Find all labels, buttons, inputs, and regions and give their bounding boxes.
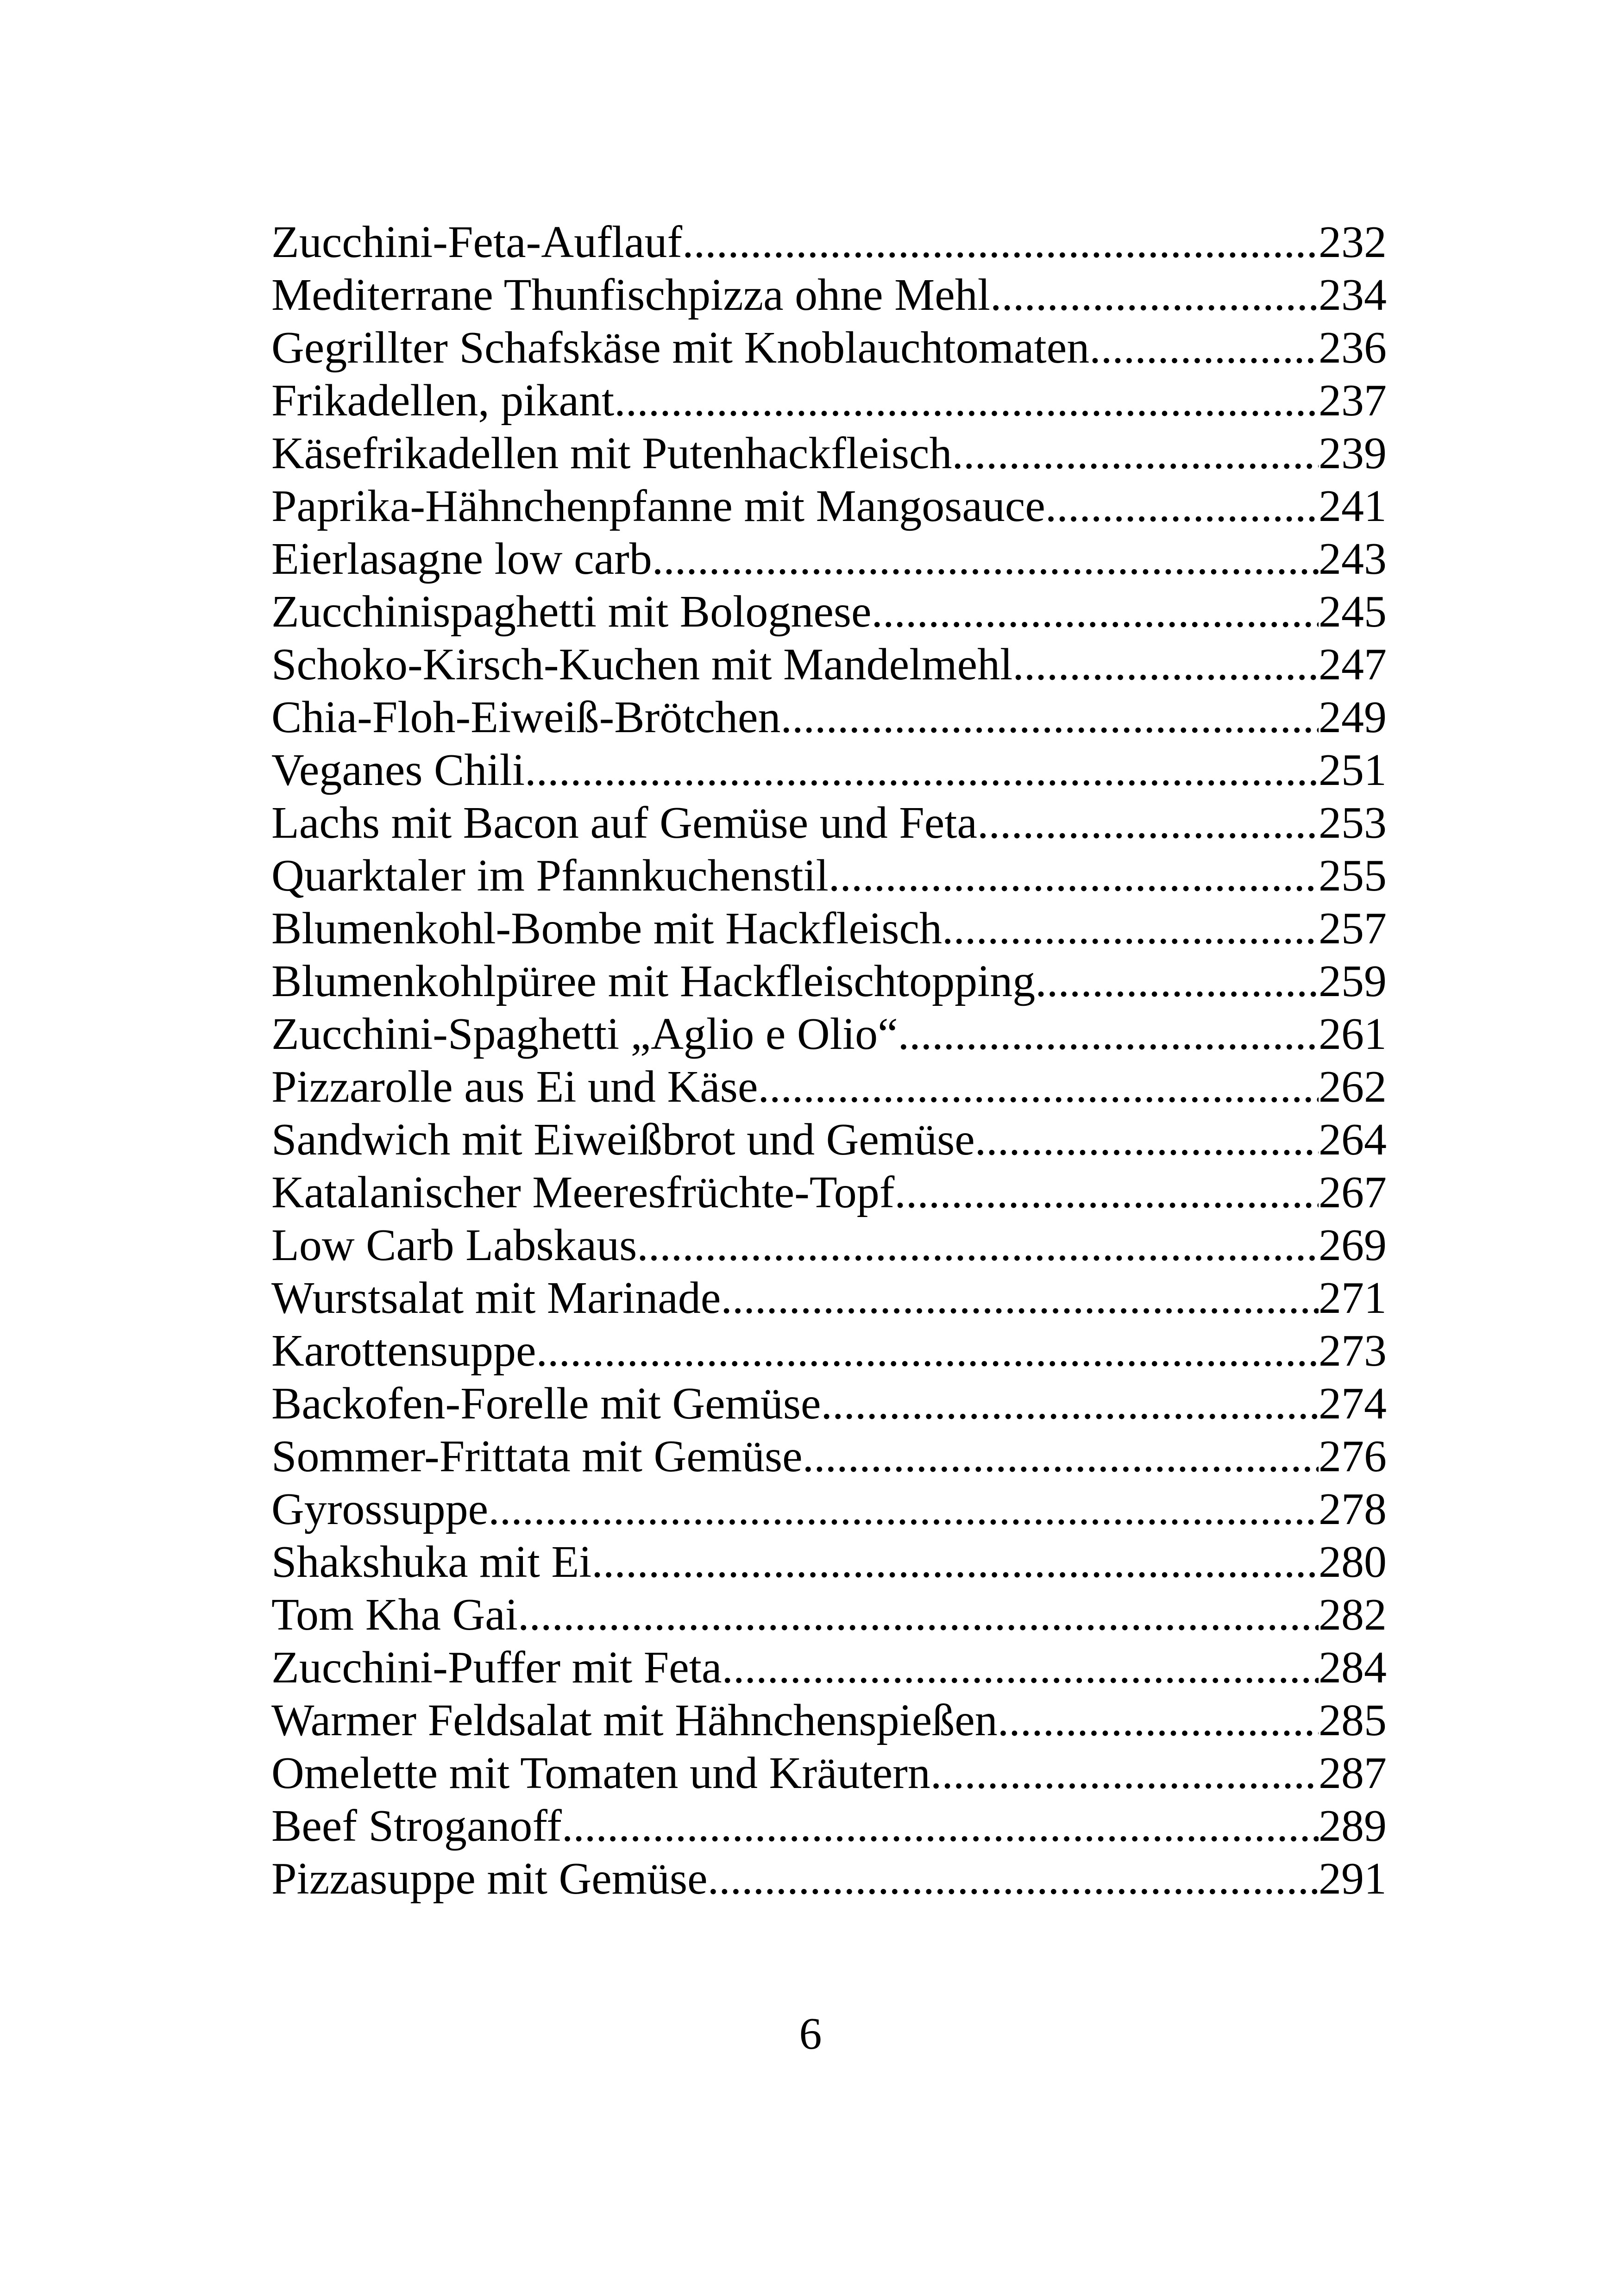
dot-leader: [894, 1166, 1319, 1219]
toc-entry: [271, 1430, 1387, 1483]
toc-entry-page: 276: [1319, 1431, 1387, 1481]
dot-leader: [525, 744, 1319, 797]
dot-leader: [977, 797, 1319, 849]
toc-entry: [271, 1800, 1387, 1852]
toc-entry: [271, 216, 1387, 269]
toc-entry-page: 249: [1319, 692, 1387, 742]
toc-entry: [271, 1113, 1387, 1166]
toc-entry-title: Backofen-Forelle mit Gemüse: [271, 1379, 821, 1429]
toc-entry-page: 285: [1319, 1695, 1387, 1745]
toc-entry-page: 255: [1319, 851, 1387, 901]
toc-entry: [271, 955, 1387, 1008]
toc-entry-title: Katalanischer Meeresfrüchte-Topf: [271, 1167, 895, 1217]
toc-entry-page: 236: [1319, 323, 1387, 373]
toc-entry-title: Zucchini-Feta-Auflauf: [271, 217, 683, 267]
toc-entry: [271, 1272, 1387, 1324]
toc-entry: [271, 374, 1387, 427]
toc-entry-title: Karottensuppe: [271, 1326, 536, 1376]
toc-entry: [271, 1641, 1387, 1694]
dot-leader: [758, 1060, 1319, 1113]
toc-entry-title: Schoko-Kirsch-Kuchen mit Mandelmehl: [271, 640, 1013, 690]
dot-leader: [614, 374, 1319, 427]
toc-entry-page: 278: [1319, 1484, 1387, 1534]
dot-leader: [975, 1113, 1319, 1166]
toc-entry-title: Eierlasagne low carb: [271, 534, 652, 584]
toc-entry-page: 261: [1319, 1009, 1387, 1059]
dot-leader: [562, 1800, 1319, 1852]
toc-entry-page: 291: [1319, 1854, 1387, 1904]
dot-leader: [803, 1430, 1319, 1483]
toc-entry: [271, 480, 1387, 533]
toc-entry-page: 280: [1319, 1537, 1387, 1587]
toc-entry: [271, 1324, 1387, 1377]
dot-leader: [591, 1536, 1319, 1588]
toc-entry-title: Lachs mit Bacon auf Gemüse und Feta: [271, 798, 978, 848]
toc-entry-title: Paprika-Hähnchenpfanne mit Mangosauce: [271, 481, 1045, 531]
toc-entry: [271, 638, 1387, 691]
toc-entry: [271, 1377, 1387, 1430]
toc-entry-title: Shakshuka mit Ei: [271, 1537, 592, 1587]
toc-entry-title: Chia-Floh-Eiweiß-Brötchen: [271, 692, 781, 742]
toc-entry-title: Frikadellen, pikant: [271, 376, 615, 426]
toc-entry-page: 264: [1319, 1115, 1387, 1165]
toc-entry-page: 241: [1319, 481, 1387, 531]
toc-entry-title: Gyrossuppe: [271, 1484, 489, 1534]
toc-entry: [271, 849, 1387, 902]
toc-entry-title: Beef Stroganoff: [271, 1801, 562, 1851]
toc-entry-page: 232: [1319, 217, 1387, 267]
toc-entry: [271, 691, 1387, 744]
dot-leader: [722, 1641, 1319, 1694]
toc-entry-title: Sandwich mit Eiweißbrot und Gemüse: [271, 1115, 975, 1165]
toc-entry: [271, 269, 1387, 321]
toc-entry: [271, 797, 1387, 849]
toc-entry-title: Tom Kha Gai: [271, 1590, 518, 1640]
toc-entry-page: 237: [1319, 376, 1387, 426]
toc-entry-page: 239: [1319, 428, 1387, 478]
toc-entry-page: 267: [1319, 1167, 1387, 1217]
toc-entry: [271, 427, 1387, 480]
dot-leader: [518, 1588, 1319, 1641]
toc-entry: [271, 1008, 1387, 1060]
toc-entry-title: Low Carb Labskaus: [271, 1220, 637, 1270]
dot-leader: [1089, 321, 1319, 374]
toc-entry-title: Käsefrikadellen mit Putenhackfleisch: [271, 428, 952, 478]
toc-entry-page: 289: [1319, 1801, 1387, 1851]
dot-leader: [952, 427, 1319, 480]
toc-entry: [271, 585, 1387, 638]
dot-leader: [1035, 955, 1319, 1008]
toc-entry: [271, 1483, 1387, 1536]
toc-entry: [271, 1588, 1387, 1641]
toc-entry-title: Warmer Feldsalat mit Hähnchenspießen: [271, 1695, 998, 1745]
toc-entry-page: 262: [1319, 1062, 1387, 1112]
dot-leader: [708, 1852, 1319, 1905]
dot-leader: [536, 1324, 1319, 1377]
toc-entry-title: Gegrillter Schafskäse mit Knoblauchtomaten: [271, 323, 1090, 373]
toc-entry: [271, 1747, 1387, 1800]
toc-entry-page: 282: [1319, 1590, 1387, 1640]
dot-leader: [488, 1483, 1319, 1536]
toc-entry-page: 251: [1319, 745, 1387, 795]
toc-entry-page: 287: [1319, 1748, 1387, 1798]
toc-entry: [271, 1219, 1387, 1272]
toc-entry-title: Pizzasuppe mit Gemüse: [271, 1854, 708, 1904]
toc-entry-page: 257: [1319, 903, 1387, 954]
toc-entry-title: Sommer-Frittata mit Gemüse: [271, 1431, 803, 1481]
dot-leader: [930, 1747, 1319, 1800]
toc-entry-title: Quarktaler im Pfannkuchenstil: [271, 851, 829, 901]
table-of-contents: [271, 216, 1387, 1905]
toc-entry-title: Zucchini-Spaghetti „Aglio e Olio“: [271, 1009, 898, 1059]
page-number: 6: [799, 2009, 822, 2059]
dot-leader: [942, 902, 1319, 955]
toc-entry-title: Blumenkohl-Bombe mit Hackfleisch: [271, 903, 942, 954]
dot-leader: [682, 216, 1319, 269]
toc-entry: [271, 533, 1387, 585]
dot-leader: [721, 1272, 1319, 1324]
dot-leader: [1045, 480, 1319, 533]
toc-entry-title: Wurstsalat mit Marinade: [271, 1273, 721, 1323]
dot-leader: [781, 691, 1319, 744]
toc-entry-title: Mediterrane Thunfischpizza ohne Mehl: [271, 270, 991, 320]
dot-leader: [829, 849, 1319, 902]
toc-entry: [271, 1852, 1387, 1905]
toc-entry-page: 269: [1319, 1220, 1387, 1270]
toc-entry-title: Zucchinispaghetti mit Bolognese: [271, 587, 872, 637]
toc-entry-page: 243: [1319, 534, 1387, 584]
dot-leader: [1012, 638, 1319, 691]
toc-entry-page: 259: [1319, 956, 1387, 1006]
dot-leader: [637, 1219, 1319, 1272]
dot-leader: [821, 1377, 1319, 1430]
toc-entry-page: 245: [1319, 587, 1387, 637]
toc-entry: [271, 744, 1387, 797]
toc-entry-page: 271: [1319, 1273, 1387, 1323]
toc-entry-title: Pizzarolle aus Ei und Käse: [271, 1062, 758, 1112]
toc-entry-page: 234: [1319, 270, 1387, 320]
toc-entry: [271, 321, 1387, 374]
toc-entry-page: 284: [1319, 1643, 1387, 1693]
toc-entry-title: Zucchini-Puffer mit Feta: [271, 1643, 722, 1693]
toc-entry-title: Blumenkohlpüree mit Hackfleischtopping: [271, 956, 1036, 1006]
toc-entry-page: 247: [1319, 640, 1387, 690]
toc-entry: [271, 1166, 1387, 1219]
dot-leader: [872, 585, 1319, 638]
dot-leader: [652, 533, 1319, 585]
dot-leader: [998, 1694, 1319, 1747]
toc-entry-page: 253: [1319, 798, 1387, 848]
toc-entry-page: 273: [1319, 1326, 1387, 1376]
toc-entry-title: Omelette mit Tomaten und Kräutern: [271, 1748, 930, 1798]
toc-entry: [271, 902, 1387, 955]
toc-entry: [271, 1060, 1387, 1113]
dot-leader: [990, 269, 1319, 321]
toc-entry-title: Veganes Chili: [271, 745, 525, 795]
toc-entry: [271, 1694, 1387, 1747]
dot-leader: [898, 1008, 1319, 1060]
toc-entry: [271, 1536, 1387, 1588]
toc-entry-page: 274: [1319, 1379, 1387, 1429]
